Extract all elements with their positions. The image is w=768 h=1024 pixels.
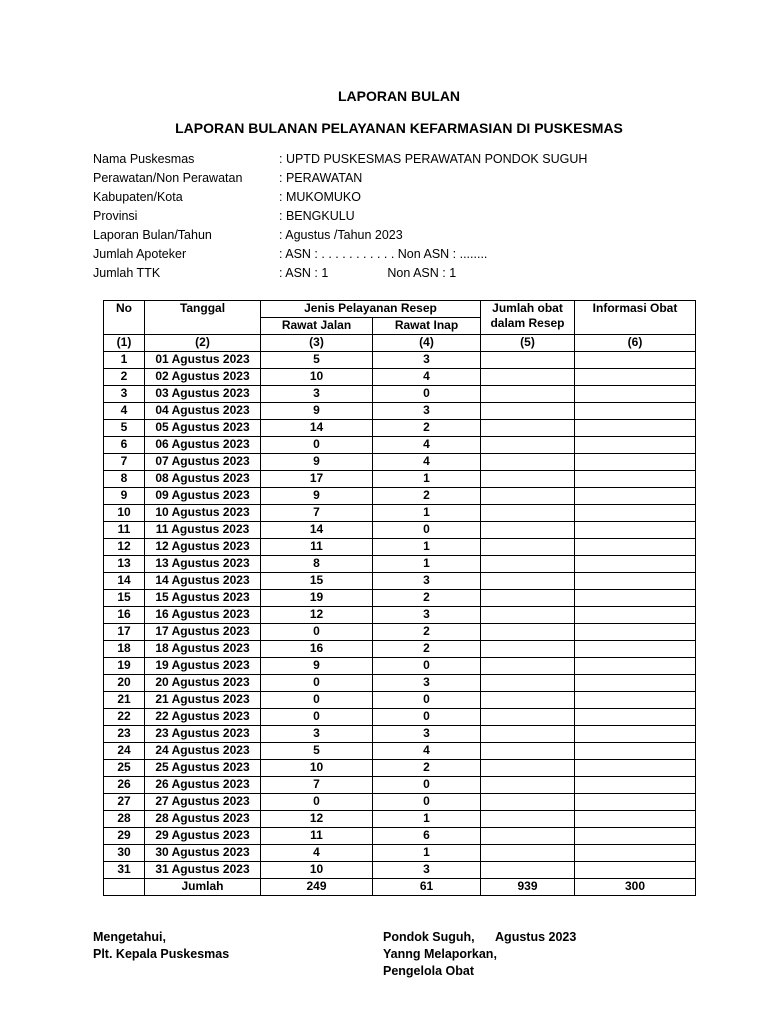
- cell-tanggal: 04 Agustus 2023: [145, 403, 261, 420]
- cell-no: 28: [104, 811, 145, 828]
- cell-no: 12: [104, 539, 145, 556]
- cell-no: 26: [104, 777, 145, 794]
- cell-jumlah-obat: [481, 675, 575, 692]
- cell-informasi-obat: [575, 505, 696, 522]
- cell-informasi-obat: [575, 760, 696, 777]
- cell-no: 10: [104, 505, 145, 522]
- cell-rawat-inap: 2: [373, 760, 481, 777]
- cell-rawat-inap: 3: [373, 726, 481, 743]
- cell-tanggal: 23 Agustus 2023: [145, 726, 261, 743]
- info-row: [93, 150, 587, 169]
- table-row: [104, 624, 696, 641]
- cell-jumlah-obat: [481, 454, 575, 471]
- table-body: [104, 352, 696, 879]
- cell-jumlah-obat: [481, 403, 575, 420]
- cell-rawat-jalan: 3: [261, 386, 373, 403]
- cell-tanggal: 01 Agustus 2023: [145, 352, 261, 369]
- cell-tanggal: 20 Agustus 2023: [145, 675, 261, 692]
- cell-rawat-inap: 1: [373, 556, 481, 573]
- info-row: [93, 264, 587, 283]
- cell-rawat-jalan: 4: [261, 845, 373, 862]
- cell-rawat-inap: 0: [373, 777, 481, 794]
- cell-rawat-inap: 1: [373, 811, 481, 828]
- table-row: [104, 471, 696, 488]
- info-label: Nama Puskesmas: [93, 152, 195, 166]
- cell-rawat-jalan: 0: [261, 675, 373, 692]
- cell-informasi-obat: [575, 862, 696, 879]
- cell-jumlah-obat: [481, 828, 575, 845]
- info-label: Jumlah Apoteker: [93, 247, 187, 261]
- cell-informasi-obat: [575, 709, 696, 726]
- cell-jumlah-obat: [481, 777, 575, 794]
- cell-rawat-jalan: 14: [261, 420, 373, 437]
- cell-tanggal: 25 Agustus 2023: [145, 760, 261, 777]
- cell-no: 25: [104, 760, 145, 777]
- signature-melaporkan: Yanng Melaporkan,: [383, 947, 497, 961]
- cell-rawat-inap: 1: [373, 539, 481, 556]
- cell-informasi-obat: [575, 556, 696, 573]
- cell-jumlah-obat: [481, 522, 575, 539]
- cell-jumlah-obat: [481, 845, 575, 862]
- cell-jumlah-obat: [481, 862, 575, 879]
- report-title: LAPORAN BULAN: [337, 88, 461, 104]
- cell-tanggal: 19 Agustus 2023: [145, 658, 261, 675]
- cell-jumlah-obat: [481, 726, 575, 743]
- cell-no: 2: [104, 369, 145, 386]
- signature-left: [93, 929, 229, 963]
- cell-no: 16: [104, 607, 145, 624]
- header-rawat-jalan: Rawat Jalan: [261, 318, 373, 335]
- cell-rawat-inap: 3: [373, 573, 481, 590]
- cell-jumlah-obat: [481, 420, 575, 437]
- cell-tanggal: 28 Agustus 2023: [145, 811, 261, 828]
- cell-no: 23: [104, 726, 145, 743]
- cell-tanggal: 29 Agustus 2023: [145, 828, 261, 845]
- cell-no: 3: [104, 386, 145, 403]
- cell-rawat-jalan: 3: [261, 726, 373, 743]
- info-label: Jumlah TTK: [93, 266, 161, 280]
- cell-no: 21: [104, 692, 145, 709]
- header-informasi-obat: Informasi Obat: [575, 301, 696, 335]
- cell-rawat-jalan: 12: [261, 607, 373, 624]
- col-number: (2): [145, 335, 261, 352]
- table-row: [104, 760, 696, 777]
- info-value: : Agustus /Tahun 2023: [279, 228, 403, 242]
- cell-informasi-obat: [575, 641, 696, 658]
- table-row: [104, 573, 696, 590]
- cell-jumlah-obat: [481, 624, 575, 641]
- total-row: [104, 879, 696, 896]
- cell-jumlah-obat: [481, 692, 575, 709]
- cell-no: 29: [104, 828, 145, 845]
- info-row: [93, 226, 587, 245]
- cell-rawat-inap: 3: [373, 403, 481, 420]
- cell-informasi-obat: [575, 794, 696, 811]
- cell-tanggal: 05 Agustus 2023: [145, 420, 261, 437]
- info-row: [93, 245, 587, 264]
- cell-no: 18: [104, 641, 145, 658]
- cell-tanggal: 11 Agustus 2023: [145, 522, 261, 539]
- cell-informasi-obat: [575, 590, 696, 607]
- cell-informasi-obat: [575, 726, 696, 743]
- cell-rawat-jalan: 9: [261, 658, 373, 675]
- cell-no: 9: [104, 488, 145, 505]
- cell-rawat-jalan: 19: [261, 590, 373, 607]
- cell-jumlah-obat: [481, 641, 575, 658]
- cell-informasi-obat: [575, 828, 696, 845]
- cell-rawat-jalan: 8: [261, 556, 373, 573]
- cell-jumlah-obat: [481, 437, 575, 454]
- cell-rawat-jalan: 16: [261, 641, 373, 658]
- cell-rawat-inap: 6: [373, 828, 481, 845]
- cell-jumlah-obat: [481, 352, 575, 369]
- table-row: [104, 607, 696, 624]
- cell-rawat-jalan: 10: [261, 862, 373, 879]
- cell-rawat-inap: 0: [373, 709, 481, 726]
- cell-informasi-obat: [575, 692, 696, 709]
- cell-rawat-jalan: 11: [261, 828, 373, 845]
- cell-informasi-obat: [575, 471, 696, 488]
- info-value: : PERAWATAN: [279, 171, 363, 185]
- cell-rawat-inap: 2: [373, 488, 481, 505]
- cell-rawat-jalan: 0: [261, 624, 373, 641]
- cell-tanggal: 13 Agustus 2023: [145, 556, 261, 573]
- cell-jumlah-obat: [481, 471, 575, 488]
- cell-rawat-inap: 2: [373, 641, 481, 658]
- table-row: [104, 454, 696, 471]
- info-row: [93, 207, 587, 226]
- cell-rawat-inap: 3: [373, 352, 481, 369]
- cell-rawat-jalan: 0: [261, 437, 373, 454]
- cell-rawat-inap: 2: [373, 590, 481, 607]
- table-row: [104, 556, 696, 573]
- cell-rawat-inap: 0: [373, 794, 481, 811]
- cell-rawat-inap: 3: [373, 607, 481, 624]
- cell-tanggal: 03 Agustus 2023: [145, 386, 261, 403]
- cell-tanggal: 30 Agustus 2023: [145, 845, 261, 862]
- signature-right: [383, 929, 576, 980]
- info-row: [93, 188, 587, 207]
- cell-tanggal: 02 Agustus 2023: [145, 369, 261, 386]
- cell-informasi-obat: [575, 845, 696, 862]
- cell-rawat-inap: 0: [373, 692, 481, 709]
- cell-no: 1: [104, 352, 145, 369]
- cell-rawat-jalan: 0: [261, 794, 373, 811]
- table-row: [104, 403, 696, 420]
- cell-rawat-jalan: 7: [261, 777, 373, 794]
- cell-tanggal: 21 Agustus 2023: [145, 692, 261, 709]
- total-informasi-obat: 300: [575, 879, 696, 896]
- cell-rawat-jalan: 15: [261, 573, 373, 590]
- cell-tanggal: 07 Agustus 2023: [145, 454, 261, 471]
- cell-jumlah-obat: [481, 760, 575, 777]
- info-value: : ASN : 1 Non ASN : 1: [279, 266, 457, 280]
- cell-informasi-obat: [575, 386, 696, 403]
- cell-tanggal: 15 Agustus 2023: [145, 590, 261, 607]
- report-subtitle: LAPORAN BULANAN PELAYANAN KEFARMASIAN DI PUSKESMAS: [175, 120, 623, 136]
- cell-rawat-jalan: 14: [261, 522, 373, 539]
- cell-jumlah-obat: [481, 658, 575, 675]
- info-label: Laporan Bulan/Tahun: [93, 228, 212, 242]
- cell-no: 30: [104, 845, 145, 862]
- cell-informasi-obat: [575, 488, 696, 505]
- col-number: (3): [261, 335, 373, 352]
- cell-rawat-jalan: 17: [261, 471, 373, 488]
- cell-no: 7: [104, 454, 145, 471]
- cell-rawat-inap: 4: [373, 743, 481, 760]
- cell-jumlah-obat: [481, 794, 575, 811]
- header-jumlah-obat: Jumlah obat dalam Resep: [481, 301, 575, 335]
- cell-no: 4: [104, 403, 145, 420]
- table-row: [104, 539, 696, 556]
- cell-rawat-inap: 4: [373, 454, 481, 471]
- signature-mengetahui: Mengetahui,: [93, 930, 166, 944]
- table-row: [104, 794, 696, 811]
- table-row: [104, 709, 696, 726]
- table-row: [104, 845, 696, 862]
- col-number: (5): [481, 335, 575, 352]
- col-number: (6): [575, 335, 696, 352]
- cell-jumlah-obat: [481, 556, 575, 573]
- cell-rawat-jalan: 0: [261, 709, 373, 726]
- cell-tanggal: 06 Agustus 2023: [145, 437, 261, 454]
- table-row: [104, 828, 696, 845]
- table-row: [104, 743, 696, 760]
- table-row: [104, 658, 696, 675]
- cell-tanggal: 27 Agustus 2023: [145, 794, 261, 811]
- cell-rawat-jalan: 7: [261, 505, 373, 522]
- total-blank: [104, 879, 145, 896]
- cell-informasi-obat: [575, 675, 696, 692]
- cell-informasi-obat: [575, 658, 696, 675]
- cell-no: 19: [104, 658, 145, 675]
- cell-informasi-obat: [575, 437, 696, 454]
- table-row: [104, 386, 696, 403]
- cell-no: 24: [104, 743, 145, 760]
- signature-place-date: Pondok Suguh, Agustus 2023: [383, 930, 577, 944]
- cell-tanggal: 17 Agustus 2023: [145, 624, 261, 641]
- table-row: [104, 811, 696, 828]
- table-row: [104, 726, 696, 743]
- cell-tanggal: 14 Agustus 2023: [145, 573, 261, 590]
- cell-no: 13: [104, 556, 145, 573]
- cell-jumlah-obat: [481, 811, 575, 828]
- cell-tanggal: 18 Agustus 2023: [145, 641, 261, 658]
- cell-jumlah-obat: [481, 369, 575, 386]
- cell-jumlah-obat: [481, 743, 575, 760]
- cell-rawat-inap: 1: [373, 505, 481, 522]
- cell-tanggal: 12 Agustus 2023: [145, 539, 261, 556]
- cell-no: 15: [104, 590, 145, 607]
- info-value: : BENGKULU: [279, 209, 355, 223]
- cell-rawat-inap: 3: [373, 675, 481, 692]
- cell-tanggal: 26 Agustus 2023: [145, 777, 261, 794]
- cell-informasi-obat: [575, 454, 696, 471]
- cell-no: 22: [104, 709, 145, 726]
- cell-no: 11: [104, 522, 145, 539]
- cell-informasi-obat: [575, 607, 696, 624]
- cell-informasi-obat: [575, 522, 696, 539]
- table-row: [104, 777, 696, 794]
- table-row: [104, 437, 696, 454]
- signature-pengelola: Pengelola Obat: [383, 964, 474, 978]
- cell-tanggal: 16 Agustus 2023: [145, 607, 261, 624]
- cell-jumlah-obat: [481, 709, 575, 726]
- cell-informasi-obat: [575, 811, 696, 828]
- cell-informasi-obat: [575, 573, 696, 590]
- header-tanggal: Tanggal: [145, 301, 261, 335]
- cell-informasi-obat: [575, 777, 696, 794]
- cell-jumlah-obat: [481, 573, 575, 590]
- cell-tanggal: 08 Agustus 2023: [145, 471, 261, 488]
- cell-rawat-jalan: 9: [261, 488, 373, 505]
- cell-jumlah-obat: [481, 607, 575, 624]
- cell-rawat-inap: 4: [373, 369, 481, 386]
- table-row: [104, 522, 696, 539]
- cell-rawat-inap: 0: [373, 658, 481, 675]
- cell-informasi-obat: [575, 539, 696, 556]
- cell-rawat-inap: 0: [373, 522, 481, 539]
- header-no: No: [104, 301, 145, 335]
- cell-informasi-obat: [575, 743, 696, 760]
- cell-no: 27: [104, 794, 145, 811]
- col-number: (1): [104, 335, 145, 352]
- cell-informasi-obat: [575, 420, 696, 437]
- cell-rawat-inap: 4: [373, 437, 481, 454]
- cell-jumlah-obat: [481, 505, 575, 522]
- cell-rawat-jalan: 10: [261, 760, 373, 777]
- cell-rawat-inap: 2: [373, 624, 481, 641]
- cell-rawat-inap: 3: [373, 862, 481, 879]
- info-value: : ASN : . . . . . . . . . . . Non ASN : ........: [279, 247, 488, 261]
- cell-rawat-inap: 2: [373, 420, 481, 437]
- cell-rawat-jalan: 11: [261, 539, 373, 556]
- total-label: Jumlah: [145, 879, 261, 896]
- cell-rawat-jalan: 5: [261, 352, 373, 369]
- cell-rawat-jalan: 9: [261, 454, 373, 471]
- col-number: (4): [373, 335, 481, 352]
- table-row: [104, 352, 696, 369]
- cell-rawat-jalan: 0: [261, 692, 373, 709]
- table-row: [104, 505, 696, 522]
- table-row: [104, 420, 696, 437]
- cell-jumlah-obat: [481, 539, 575, 556]
- cell-no: 31: [104, 862, 145, 879]
- cell-informasi-obat: [575, 352, 696, 369]
- cell-tanggal: 10 Agustus 2023: [145, 505, 261, 522]
- cell-informasi-obat: [575, 624, 696, 641]
- cell-jumlah-obat: [481, 386, 575, 403]
- cell-rawat-inap: 0: [373, 386, 481, 403]
- cell-jumlah-obat: [481, 590, 575, 607]
- cell-rawat-jalan: 9: [261, 403, 373, 420]
- header-rawat-inap: Rawat Inap: [373, 318, 481, 335]
- cell-rawat-inap: 1: [373, 471, 481, 488]
- cell-rawat-inap: 1: [373, 845, 481, 862]
- cell-no: 6: [104, 437, 145, 454]
- total-jumlah-obat: 939: [481, 879, 575, 896]
- table-row: [104, 641, 696, 658]
- cell-informasi-obat: [575, 369, 696, 386]
- cell-informasi-obat: [575, 403, 696, 420]
- table-row: [104, 369, 696, 386]
- info-row: [93, 169, 587, 188]
- total-rawat-inap: 61: [373, 879, 481, 896]
- cell-tanggal: 24 Agustus 2023: [145, 743, 261, 760]
- info-block: [93, 150, 587, 283]
- cell-rawat-jalan: 10: [261, 369, 373, 386]
- cell-tanggal: 09 Agustus 2023: [145, 488, 261, 505]
- cell-no: 5: [104, 420, 145, 437]
- table-row: [104, 675, 696, 692]
- cell-tanggal: 22 Agustus 2023: [145, 709, 261, 726]
- info-value: : UPTD PUSKESMAS PERAWATAN PONDOK SUGUH: [279, 152, 588, 166]
- header-jenis-pelayanan: Jenis Pelayanan Resep: [261, 301, 481, 318]
- table-row: [104, 488, 696, 505]
- cell-no: 8: [104, 471, 145, 488]
- cell-no: 14: [104, 573, 145, 590]
- signature-kepala: Plt. Kepala Puskesmas: [93, 947, 230, 961]
- info-label: Kabupaten/Kota: [93, 190, 183, 204]
- cell-no: 17: [104, 624, 145, 641]
- cell-rawat-jalan: 5: [261, 743, 373, 760]
- cell-jumlah-obat: [481, 488, 575, 505]
- info-label: Perawatan/Non Perawatan: [93, 171, 243, 185]
- cell-no: 20: [104, 675, 145, 692]
- table-row: [104, 590, 696, 607]
- table-row: [104, 862, 696, 879]
- report-table: [103, 300, 696, 896]
- total-rawat-jalan: 249: [261, 879, 373, 896]
- cell-tanggal: 31 Agustus 2023: [145, 862, 261, 879]
- cell-rawat-jalan: 12: [261, 811, 373, 828]
- info-label: Provinsi: [93, 209, 138, 223]
- table-row: [104, 692, 696, 709]
- info-value: : MUKOMUKO: [279, 190, 361, 204]
